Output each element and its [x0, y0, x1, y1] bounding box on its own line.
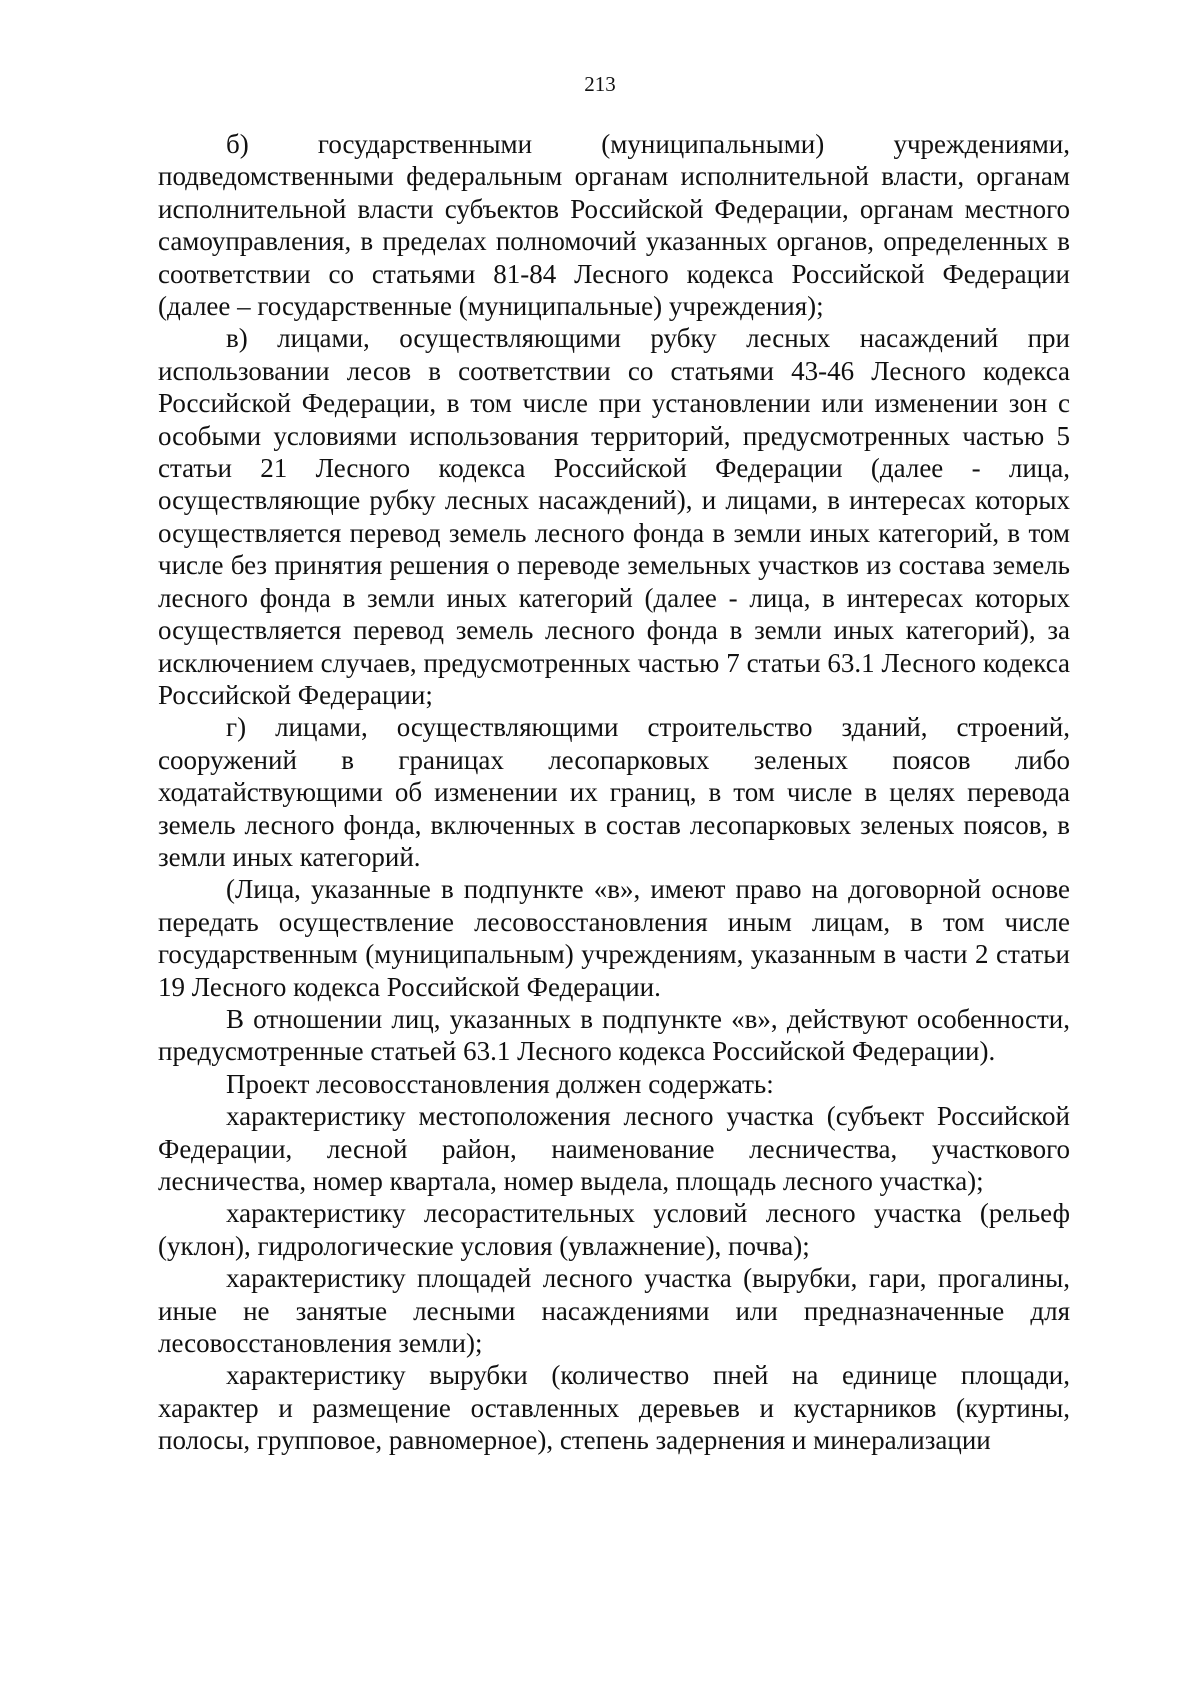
paragraph-note-delegation: (Лица, указанные в подпункте «в», имеют право на договорной основе передать осуществление лесовосстановления иным лицам, в том числе государственным (муниципальным) учреждениям, указанным в части 2 статьи 19 Лесного кодекса Российской Федерации.: [158, 874, 1070, 1002]
paragraph-location-characteristic: характеристику местоположения лесного участка (субъект Российской Федерации, лесной район, наименование лесничества, участкового лесничества, номер квартала, номер выдела, площадь лесного участка);: [158, 1101, 1070, 1196]
page-number: 213: [584, 72, 616, 96]
paragraph-item-g: г) лицами, осуществляющими строительство зданий, строений, сооружений в границах лесопарковых зеленых поясов либо ходатайствующими об изменении их границ, в том числе в целях перевода земель лесного фонда, включенных в состав лесопарковых зеленых поясов, в земли иных категорий.: [158, 712, 1070, 872]
document-body: [158, 128, 1070, 1457]
paragraph-note-features: В отношении лиц, указанных в подпункте «в», действуют особенности, предусмотренные статьей 63.1 Лесного кодекса Российской Федерации).: [158, 1003, 1070, 1067]
paragraph-clearing-characteristic: характеристику вырубки (количество пней на единице площади, характер и размещение оставленных деревьев и кустарников (куртины, полосы, групповое, равномерное), степень задернения и минерализации: [158, 1360, 1070, 1456]
paragraph-item-v: в) лицами, осуществляющими рубку лесных насаждений при использовании лесов в соответствии со статьями 43-46 Лесного кодекса Российской Федерации, в том числе при установлении или изменении зон с особыми условиями использования территорий, предусмотренных частью 5 статьи 21 Лесного кодекса Российской Федерации (далее - лица, осуществляющие рубку лесных насаждений), и лицами, в интересах которых осуществляется перевод земель лесного фонда в земли иных категорий, в том числе без принятия решения о переводе земельных участков из состава земель лесного фонда в земли иных категорий (далее - лица, в интересах которых осуществляется перевод земель лесного фонда в земли иных категорий), за исключением случаев, предусмотренных частью 7 статьи 63.1 Лесного кодекса Российской Федерации;: [158, 323, 1070, 710]
paragraph-item-b: б) государственными (муниципальными) учреждениями, подведомственными федеральным органам исполнительной власти, органам исполнительной власти субъектов Российской Федерации, органам местного самоуправления, в пределах полномочий указанных органов, определенных в соответствии со статьями 81-84 Лесного кодекса Российской Федерации (далее – государственные (муниципальные) учреждения);: [158, 129, 1070, 322]
paragraph-growth-conditions: характеристику лесорастительных условий лесного участка (рельеф (уклон), гидрологические условия (увлажнение), почва);: [158, 1198, 1070, 1261]
paragraph-project-contents-intro: Проект лесовосстановления должен содержать:: [226, 1068, 774, 1099]
paragraph-area-characteristic: характеристику площадей лесного участка (вырубки, гари, прогалины, иные не занятые лесными насаждениями или предназначенные для лесовосстановления земли);: [158, 1263, 1070, 1359]
